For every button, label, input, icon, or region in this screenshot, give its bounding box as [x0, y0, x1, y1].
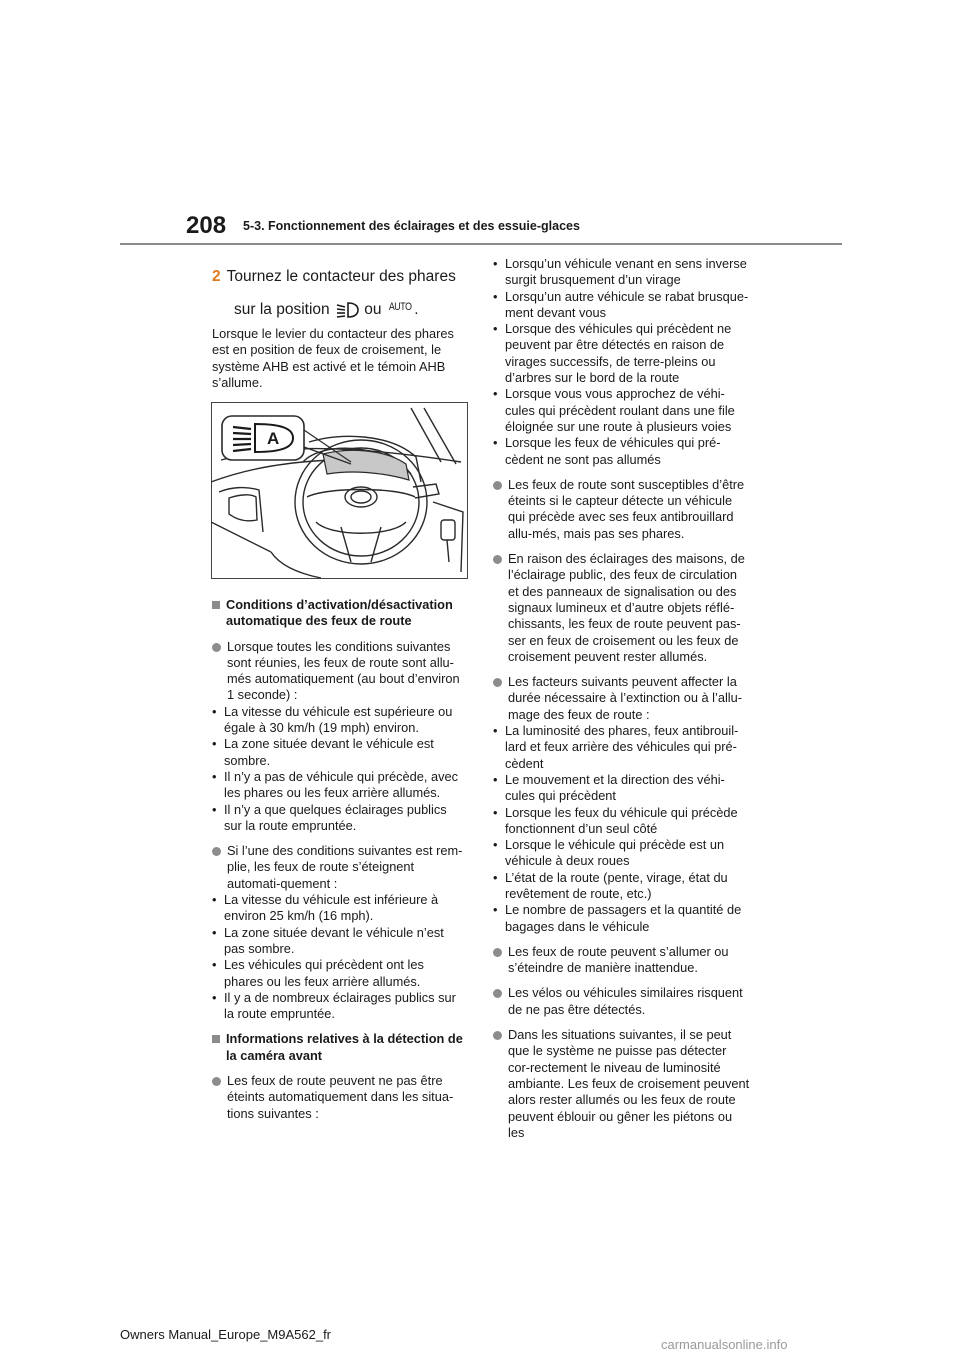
list-item: • Lorsque le véhicule qui précède est un véhicule à deux roues — [493, 837, 725, 869]
list-item: • La zone située devant le véhicule n’est pas sombre. — [212, 924, 444, 956]
list-item: • Lorsqu’un véhicule venant en sens inverse surgit brusquement d’un virage — [493, 256, 747, 288]
step-number: 2 — [212, 268, 221, 285]
list-item: • Il n’y a que quelques éclairages publics sur la route empruntée. — [212, 801, 447, 833]
bullet-icon — [493, 1031, 502, 1040]
list-item: • Lorsqu’un autre véhicule se rabat brusque-ment devant vous — [493, 288, 749, 320]
list-item: • La vitesse du véhicule est supérieure ou égale à 30 km/h (19 mph) environ. — [212, 703, 453, 736]
footer-manual-id: Owners Manual_Europe_M9A562_fr — [120, 1327, 332, 1342]
bullet-icon — [212, 847, 221, 856]
intro-text: Lorsque le levier du contacteur des phares est en position de feux de croisement, le système AHB est activé et le témoin AHB s’allume. — [212, 326, 454, 390]
auto-position-icon: AUTO — [388, 301, 412, 313]
list-item: • Lorsque les feux de véhicules qui pré-cèdent ne sont pas allumés — [493, 435, 721, 467]
step-line-1: Tournez le contacteur des phares — [226, 268, 456, 285]
section-title: 5-3. Fonctionnement des éclairages et des essuie-glaces — [243, 219, 580, 233]
list-item: • La vitesse du véhicule est inférieure à environ 25 km/h (16 mph). — [212, 892, 439, 924]
bullet-icon — [212, 1077, 221, 1086]
bullet-bicycles: Les vélos ou véhicules similaires risquent de ne pas être détectés. — [493, 985, 750, 1018]
dashboard-illustration — [211, 402, 468, 579]
watermark: carmanualsonline.info — [661, 1337, 788, 1352]
list-item: • Lorsque les feux du véhicule qui précède fonctionnent d’un seul côté — [493, 804, 738, 836]
list-item: • Les véhicules qui précèdent ont les phares ou les feux arrière allumés. — [212, 957, 424, 989]
right-column — [493, 256, 750, 1141]
bullet-icon — [493, 481, 502, 490]
low-beam-icon — [334, 300, 360, 320]
list-item: • Le mouvement et la direction des véhi-cules qui précèdent — [493, 771, 725, 804]
step-line-2: sur la position — [234, 301, 330, 318]
heading-conditions: Conditions d’activation/désactivation automatique des feux de route — [212, 597, 464, 630]
bullet-icon — [493, 989, 502, 998]
step-or: ou — [364, 301, 382, 318]
step-end: . — [414, 301, 419, 318]
list-item: • L’état de la route (pente, virage, état du revêtement de route, etc.) — [493, 869, 728, 901]
heading-camera: Informations relatives à la détection de la caméra avant — [212, 1031, 464, 1064]
ahb-indicator-letter: A — [267, 429, 280, 448]
bullet-fog-lights: Les feux de route sont susceptibles d’être éteints si le capteur détecte un véhicule qui précède avec ses feux antibrouillard allu-més, mais pas ses phares. — [493, 477, 750, 542]
bullet-unexpected: Les feux de route peuvent s’allumer ou s’éteindre de manière inattendue. — [493, 944, 750, 977]
list-item: • La luminosité des phares, feux antibrouil-lard et feux arrière des véhicules qui pré-cèdent — [493, 723, 739, 771]
bullet-public-lighting: En raison des éclairages des maisons, de l’éclairage public, des feux de circulation et des panneaux de signalisation ou des signaux lumineux et d’autre objets réflé-chissants, les feux de route peuvent pas-ser en feux de croisement ou les feux de croisement peuvent rester allumés. — [493, 551, 750, 665]
bullet-icon — [212, 643, 221, 652]
bullet-icon — [493, 948, 502, 957]
header-rule — [120, 243, 842, 245]
list-item: • Il y a de nombreux éclairages publics sur la route empruntée. — [212, 989, 456, 1022]
bullet-activation: Lorsque toutes les conditions suivantes sont réunies, les feux de route sont allu-més automatiquement (au bout d’environ 1 seconde) : — [212, 639, 464, 704]
list-item: • Lorsque vous vous approchez de véhi-cules qui précèdent roulant dans une file éloignée sur une route à plusieurs voies — [493, 386, 735, 434]
left-column — [212, 597, 464, 1122]
bullet-icon — [493, 555, 502, 564]
bullet-factors: Les facteurs suivants peuvent affecter la durée nécessaire à l’extinction ou à l’allu-mage des feux de route : — [493, 674, 750, 723]
bullet-icon — [493, 678, 502, 687]
bullet-camera: Les feux de route peuvent ne pas être éteints automatiquement dans les situa-tions suivantes : — [212, 1073, 464, 1122]
list-item: • La zone située devant le véhicule est sombre. — [212, 736, 434, 768]
list-item: • Il n’y a pas de véhicule qui précède, avec les phares ou les feux arrière allumés. — [212, 768, 459, 801]
bullet-situations: Dans les situations suivantes, il se peut que le système ne puisse pas détecter cor-rectement le niveau de luminosité ambiante. Les feux de croisement peuvent alors rester allumés ou les feux de route peuvent éblouir ou gêner les piétons ou les — [493, 1027, 750, 1141]
list-item: • Le nombre de passagers et la quantité de bagages dans le véhicule — [493, 902, 742, 934]
list-item: • Lorsque des véhicules qui précèdent ne peuvent par être détectés en raison de virages successifs, de terre-pleins ou d’arbres sur le bord de la route — [493, 321, 732, 386]
step-instruction — [212, 262, 456, 325]
page-number: 208 — [186, 212, 227, 239]
bullet-deactivation: Si l’une des conditions suivantes est rem-plie, les feux de route s’éteignent automati-quement : — [212, 843, 464, 892]
